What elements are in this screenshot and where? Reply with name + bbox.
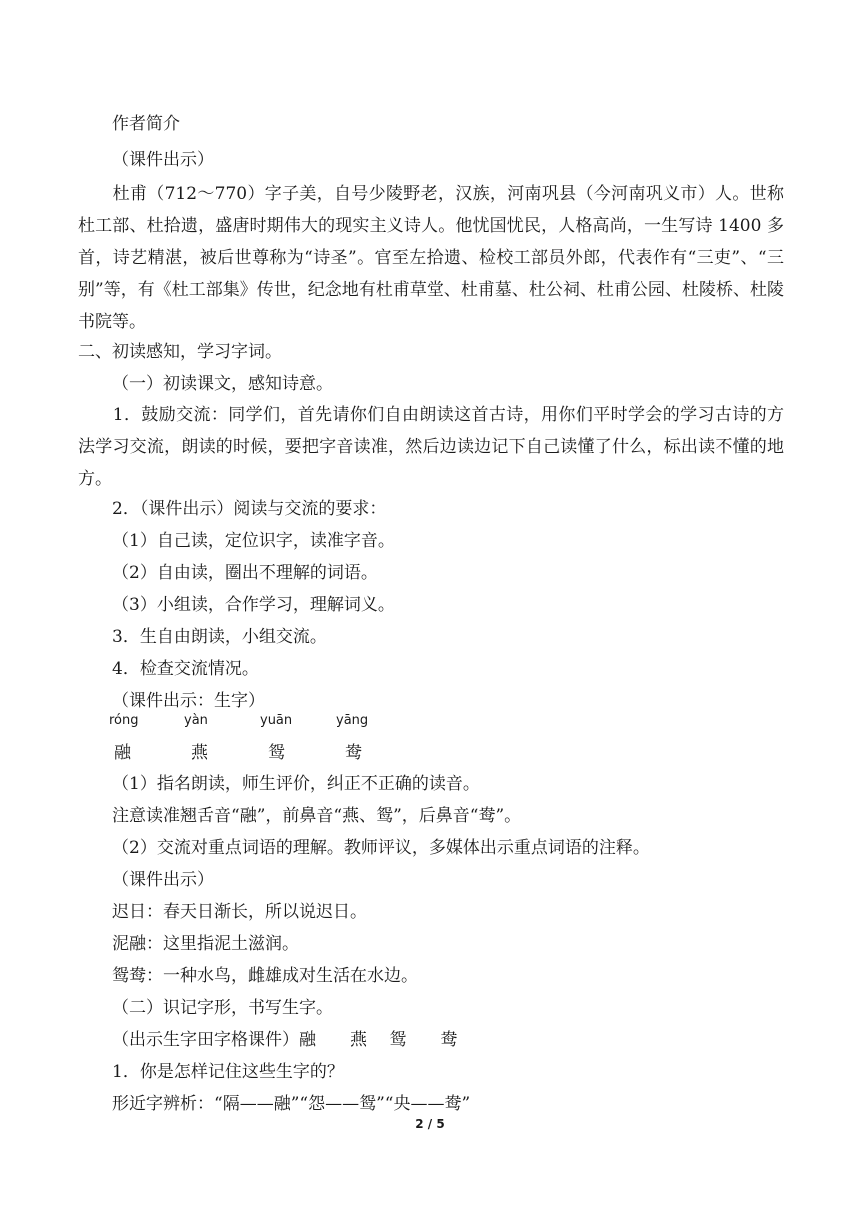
author-heading: 作者简介 bbox=[112, 114, 180, 134]
author-bio-paragraph: 杜甫（712～770）字子美，自号少陵野老，汉族，河南巩县（今河南巩义市）人。世称杜工部、杜拾遗，盛唐时期伟大的现实主义诗人。他忧国忧民，人格高尚，一生写诗 1400 多首，诗艺精湛，被后世尊称为“诗圣”。官至左拾遗、检校工部员外郎，代表作有“三吏”、“三别”等，有《杜工部集》传世，纪念地有杜甫草堂、杜甫墓、杜公祠、杜甫公园、杜陵桥、杜陵书院等。 bbox=[78, 184, 784, 332]
item-two: 2．（课件出示）阅读与交流的要求： bbox=[112, 499, 387, 519]
new-character: 燕 bbox=[191, 743, 208, 763]
shape-analysis: 形近字辨析：“隔——融”“怨——鸳”“央——鸯” bbox=[112, 1094, 471, 1114]
subsection-heading: （一）初读课文，感知诗意。 bbox=[112, 374, 333, 394]
section-heading: 二、初读感知，学习字词。 bbox=[78, 342, 282, 362]
grid-courseware-line: （出示生字田字格课件）融 燕 鸳 鸯 bbox=[112, 1030, 458, 1050]
courseware-label: （课件出示） bbox=[112, 870, 214, 890]
definition-item: 迟日：春天日渐长，所以说迟日。 bbox=[112, 902, 367, 922]
pinyin-label: yāng bbox=[336, 713, 369, 728]
requirement-1: （1）自己读，定位识字，读准字音。 bbox=[112, 531, 395, 551]
requirement-2: （2）自由读，圈出不理解的词语。 bbox=[112, 563, 378, 583]
question-one: 1．你是怎样记住这些生字的？ bbox=[112, 1062, 344, 1082]
pinyin-label: róng bbox=[109, 713, 139, 728]
point-one: （1）指名朗读，师生评价，纠正不正确的读音。 bbox=[112, 774, 480, 794]
item-one-paragraph: 1．鼓励交流：同学们，首先请你们自由朗读这首古诗，用你们平时学会的学习古诗的方法学习交流，朗读的时候，要把字音读准，然后边读边记下自己读懂了什么，标出读不懂的地方。 bbox=[78, 405, 784, 489]
new-character: 鸯 bbox=[345, 743, 362, 763]
requirement-3: （3）小组读，合作学习，理解词义。 bbox=[112, 595, 395, 615]
item-three: 3．生自由朗读，小组交流。 bbox=[112, 627, 327, 647]
new-character: 鸳 bbox=[268, 743, 285, 763]
courseware-label: （课件出示） bbox=[112, 150, 214, 170]
new-character: 融 bbox=[114, 743, 131, 763]
page-number: 2 / 5 bbox=[415, 1117, 445, 1131]
definition-item: 鸳鸯：一种水鸟，雌雄成对生活在水边。 bbox=[112, 966, 418, 986]
item-four: 4．检查交流情况。 bbox=[112, 659, 259, 679]
subsection-heading: （二）识记字形，书写生字。 bbox=[112, 998, 333, 1018]
point-two: （2）交流对重点词语的理解。教师评议，多媒体出示重点词语的注释。 bbox=[112, 838, 650, 858]
pinyin-label: yuān bbox=[260, 713, 293, 728]
pinyin-label: yàn bbox=[184, 713, 208, 728]
pronunciation-note: 注意读准翘舌音“融”，前鼻音“燕、鸳”，后鼻音“鸯”。 bbox=[112, 806, 522, 826]
definition-item: 泥融：这里指泥土滋润。 bbox=[112, 934, 299, 954]
courseware-new-chars-label: （课件出示：生字） bbox=[112, 691, 265, 711]
